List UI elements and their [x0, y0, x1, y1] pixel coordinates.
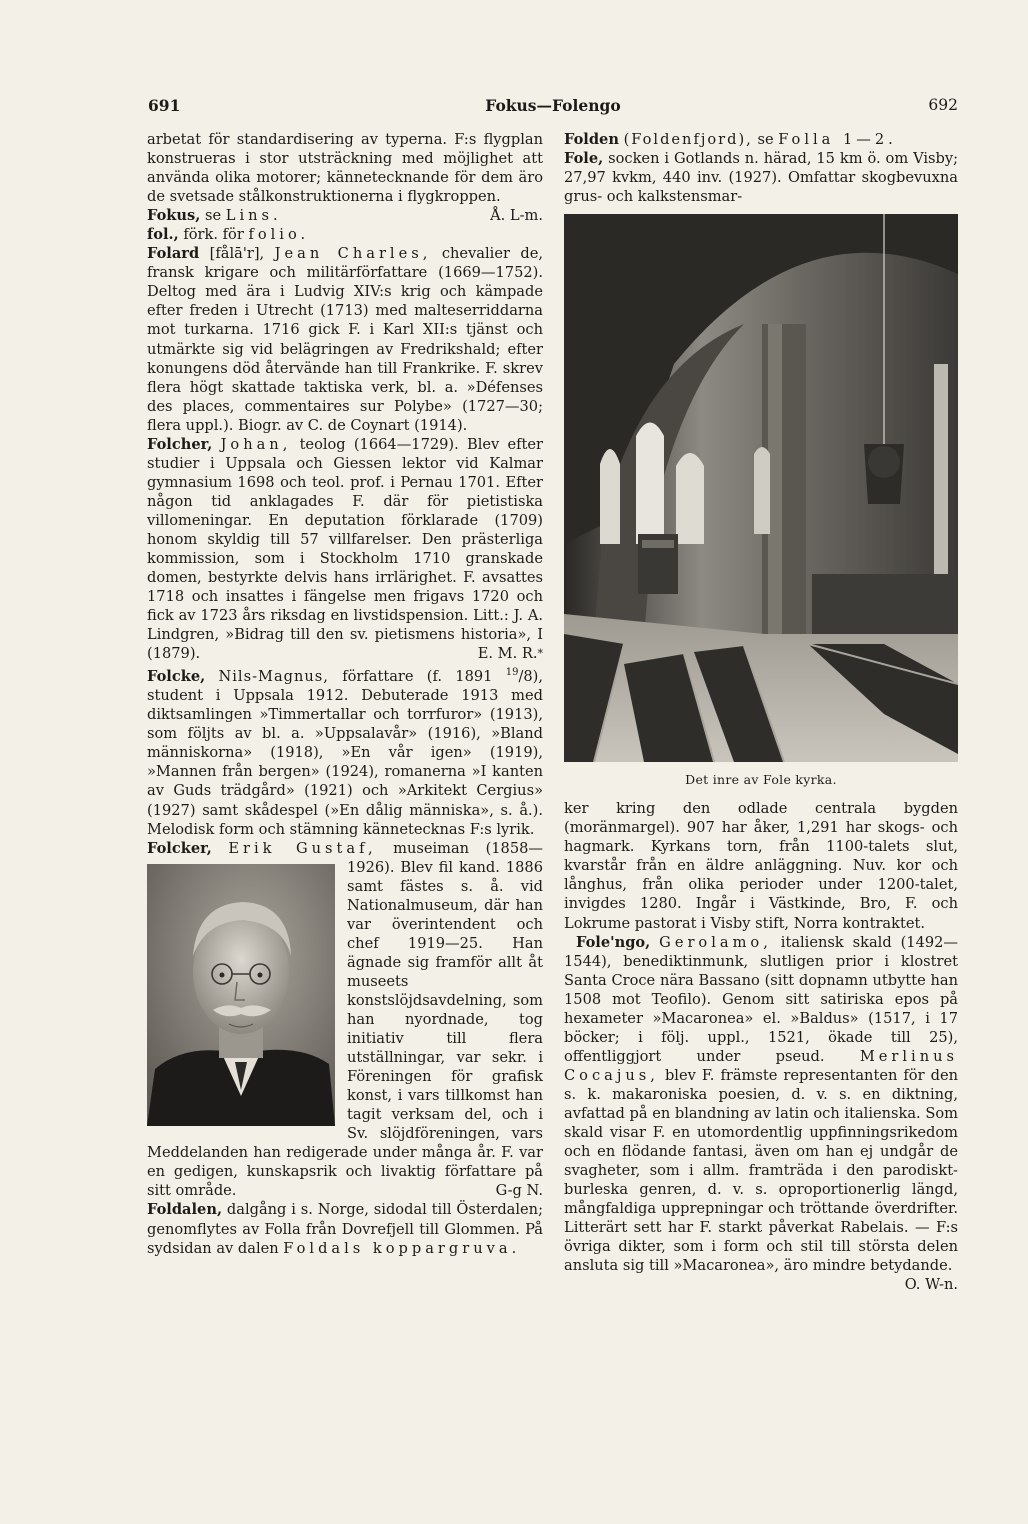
entry-head: Fole, — [564, 150, 604, 168]
entry-head: Folcher, — [147, 435, 213, 453]
entry-folden: Folden (Foldenfjord), se Folla 1—2. — [564, 131, 897, 148]
entry-fole: Fole, socken i Gotlands n. härad, 15 km ö. om Visby; 27,97 kvkm, 440 inv. (1927). Omfattar skogbevuxna grus- och kalkstensmar- — [564, 150, 959, 206]
folcker-portrait — [147, 864, 335, 1126]
page-number-left: 691 — [148, 96, 181, 115]
entry-folard: Folard [fålā'r], Jean Charles, chevalier de, fransk krigare och militärförfattare (1669—1752). Deltog med ära i Ludvig XIV:s krig och kämpade efter freden i Utrecht (1713) med malteserriddarna mot turkarna. 1716 gick F. i Karl XII:s tjänst och utmärkte sig vid belägringen av Fredrikshald; efter konungens död återvände han till Frankrike. F. skrev flera högt skattade taktiska verk, bl. a. »Défenses des places, commentaires sur Polybe» (1727—30; flera uppl.). Biogr. av C. de Coynart (1914). — [147, 245, 544, 434]
entry-head: Fokus, — [147, 207, 201, 225]
entry-head: fol., — [147, 226, 179, 244]
pseudonym: Merlinus Cocajus, — [564, 1047, 958, 1084]
page-header — [148, 96, 958, 118]
portrait-photo — [147, 864, 335, 1126]
author-signature: Å. L-m. — [490, 207, 543, 225]
left-column — [147, 130, 543, 1258]
church-figure — [564, 214, 958, 789]
entry-head: Fole'ngo, — [576, 933, 651, 951]
cross-reference: Foldals koppargruva. — [283, 1239, 521, 1257]
person-name: Nils-Magnus, — [218, 668, 329, 686]
entry-head: Folcke, — [147, 668, 206, 686]
running-title: Fokus—Folengo — [485, 96, 621, 115]
entry-folengo: Fole'ngo, Gerolamo, italiensk skald (1492—1544), benediktinmunk, slutligen prior i klostret Santa Croce nära Bassano (sitt dopnamn utbytte han 1508 mot Teofilo). Genom sitt satiriska epos på hexameter »Macaronea» el. »Baldus» (1517, i 17 böcker; i följ. uppl., 1521, ökade till 25), offentliggjort under pseud. Merlinus Cocajus, blev F. främste representanten för den s. k. makaroniska poesien, d. v. s. en diktning, avfattad på en blandning av latin och italienska. Som skald visar F. en utomordentlig uppfinningsrikedom och en flödande fantasi, även om han ej undgår de svagheter, som i allm. framträda i den parodiskt-burleska genren, d. v. s. oproportionerlig längd, mångfaldiga upprepningar och tröttande överdrifter. Litterärt sett har F. starkt påverkat Rabelais. — F:s övriga dikter, som i form och stil till största delen ansluta sig till »Macaronea», äro mindre betydande. O. W-n. — [564, 933, 959, 1294]
person-name: Gerolamo, — [659, 933, 772, 951]
person-name: Jean Charles, — [274, 245, 432, 263]
author-signature: O. W-n. — [904, 1276, 958, 1294]
entry-head: Foldalen, — [147, 1201, 223, 1219]
figure-caption: Det inre av Fole kyrka. — [685, 772, 837, 788]
right-column — [564, 130, 958, 1294]
author-signature: G-g N. — [495, 1182, 543, 1200]
person-name: Erik Gustaf, — [228, 839, 377, 857]
cross-reference: folio. — [248, 226, 310, 244]
entry-foldalen: Foldalen, dalgång i s. Norge, sidodal till Österdalen; genomflytes av Folla från Dovrefjell till Glommen. På sydsidan av dalen Foldals koppargruva. — [147, 1201, 543, 1257]
church-interior-photo — [564, 214, 958, 762]
entry-fole-continued: ker kring den odlade centrala bygden (moränmargel). 907 har åker, 1,291 har skogs- och hagmark. Kyrkans torn, från 1100-talets slut, kvarstår från en äldre anläggning. Nuv. kor och långhus, från olika perioder under 1200-talet, invigdes 1280. Ingår i Västkinde, Bro, F. och Lokrume pastorat i Visby stift, Norra kontraktet. — [564, 800, 958, 932]
entry-head: Folard — [147, 245, 200, 263]
cross-reference: Folla 1—2. — [778, 131, 897, 148]
page-number-right: 692 — [928, 96, 958, 114]
entry-folcher: Folcher, Johan, teolog (1664—1729). Blev efter studier i Uppsala och Giessen lektor vid Kalmar gymnasium 1698 och teol. prof. i Pernau 1701. Efter någon tid anklagades F. där för pietistiska villomeningar. En deputation förklarade (1709) honom skyldig till 57 villfarelser. Den prästerliga kommission, som i Stockholm 1710 granskade domen, bestyrkte delvis hans irrlärighet. F. avsattes 1718 och insattes i fängelse men frigavs 1720 och fick av 1723 års riksdag en livstidspension. Litt.: J. A. Lindgren, »Bidrag till den sv. pietismens historia», I (1879). E. M. R.* — [147, 435, 543, 663]
author-signature: E. M. R.* — [477, 645, 543, 663]
entry-folcke: Folcke, Nils-Magnus, författare (f. 1891 $^{19}$/8), student i Uppsala 1912. Debuterade 1913 med diktsamlingen »Timmertallar och torrfuror» (1913), som följts av bl. a. »Uppsalavår» (1916), »Bland människorna» (1918), »En vår igen» (1919), »Mannen från bergen» (1924), romanerna »I kanten av Guds trädgård» (1921) och »Arkitekt Cergius» (1927) samt skådespel (»En dålig människa», s. å.). Melodisk form och stämning kännetecknas F:s lyrik. — [147, 667, 543, 838]
entry-fol: fol., förk. för folio. — [147, 226, 310, 244]
entry-head: Folden — [564, 131, 619, 148]
entry-continuation: arbetat för standardisering av typerna. F:s flygplan konstrueras i stor utsträckning med möjlighet att använda olika motorer; kännetecknande för dem äro de svetsade stålkonstruktionerna i flygkroppen. Å. L-m. — [147, 131, 543, 225]
entry-fokus: Fokus, se Lins. — [147, 207, 282, 225]
entry-folcker: Folcker, Erik Gustaf, museiman (1858—1926). Blev fil kand. 1886 samt fästes s. å. vid Nationalmuseum, där han var överintendent och chef 1919—25. Han ägnade sig framför allt åt museets konstslöjdsavdelning, som han nyordnade, tog initiativ till flera utställningar, var sekr. i Föreningen för grafisk konst, i vars tillkomst han tagit verksam del, och i Sv. slöjdföreningen, vars Meddelanden han redigerade under många år. F. var en gedigen, kunskapsrik och livaktig författare på sitt område. G-g N. — [147, 839, 543, 1200]
person-name: Johan, — [220, 435, 292, 453]
entry-head: Folcker, — [147, 839, 212, 857]
cross-reference: Lins. — [225, 207, 282, 225]
